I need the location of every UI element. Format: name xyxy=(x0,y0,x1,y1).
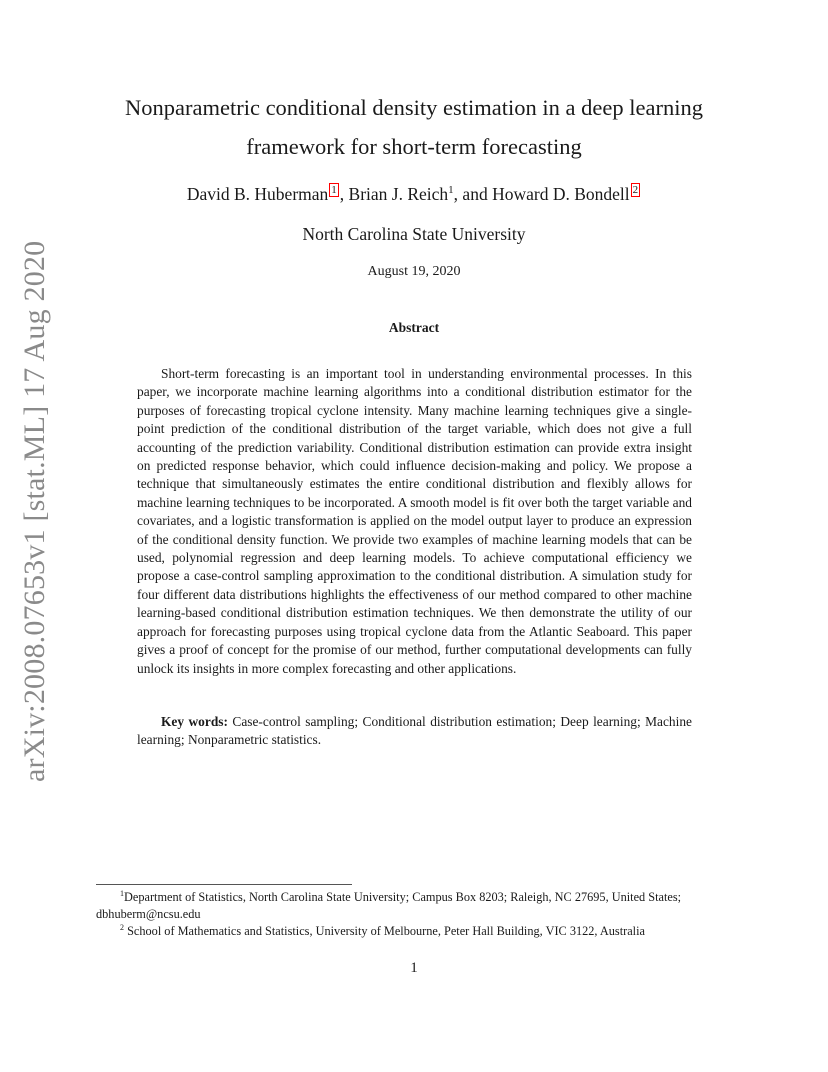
arxiv-side-stamp[interactable]: arXiv:2008.07653v1 [stat.ML] 17 Aug 2020 xyxy=(18,240,51,782)
author-line xyxy=(80,181,748,207)
footnote-link-2[interactable]: 2 xyxy=(632,184,639,196)
author-name: David B. Huberman xyxy=(186,184,329,204)
footnote-text: Department of Statistics, North Carolina State University; Campus Box 8203; Raleigh, NC 27695, United States; dbhuberm@ncsu.edu xyxy=(96,890,682,921)
footnotes xyxy=(96,889,736,940)
author-separator: , and xyxy=(453,184,493,204)
page-number: 1 xyxy=(410,960,418,976)
keywords xyxy=(137,713,692,750)
footnote-2 xyxy=(96,923,736,940)
footnote-mark: 1 xyxy=(120,889,124,898)
footnote-1 xyxy=(96,889,736,923)
author-separator: , xyxy=(339,184,349,204)
author-name: Howard D. Bondell xyxy=(492,184,630,204)
abstract-heading: Abstract xyxy=(388,320,440,335)
affiliation: North Carolina State University xyxy=(302,224,526,244)
footnote-mark: 2 xyxy=(120,923,124,932)
paper-title: Nonparametric conditional density estimation in a deep learning framework for short-term forecasting xyxy=(125,95,703,159)
affiliation-mark: 1 xyxy=(448,184,454,196)
keywords-text: Case-control sampling; Conditional distribution estimation; Deep learning; Machine learning; Nonparametric statistics. xyxy=(137,714,692,748)
footnote-link-1[interactable]: 1 xyxy=(331,184,337,196)
abstract-body: Short-term forecasting is an important tool in understanding environmental processes. In this paper, we incorporate machine learning algorithms into a conditional distribution estimator for the purposes of forecasting tropical cyclone intensity. Many machine learning techniques give a single-point prediction of the conditional distribution of the target variable, which does not give a full accounting of the prediction variability. Conditional distribution estimation can provide extra insight on predicted response behavior, which could influence decision-making and policy. We propose a technique that simultaneously estimates the entire conditional distribution and flexibly allows for machine learning techniques to be incorporated. A smooth model is fit over both the target variable and covariates, and a logistic transformation is applied on the model output layer to produce an expression of the conditional density function. We provide two examples of machine learning models that can be used, polynomial regression and deep learning models. To achieve computational efficiency we propose a case-control sampling approximation to the conditional distribution. A simulation study for four different data distributions highlights the effectiveness of our method compared to other machine learning-based conditional distribution estimation techniques. We then demonstrate the utility of our approach for forecasting purposes using tropical cyclone data from the Atlantic Seaboard. This paper gives a proof of concept for the promise of our method, further computational developments can fully unlock its insights in more complex forecasting and other applications. xyxy=(137,366,692,676)
keywords-label: Key words: xyxy=(161,714,228,729)
footnote-rule xyxy=(96,884,352,885)
footnote-text: School of Mathematics and Statistics, University of Melbourne, Peter Hall Building, VIC 3122, Australia xyxy=(124,924,645,938)
date: August 19, 2020 xyxy=(367,264,461,279)
author-name: Brian J. Reich xyxy=(348,184,449,204)
